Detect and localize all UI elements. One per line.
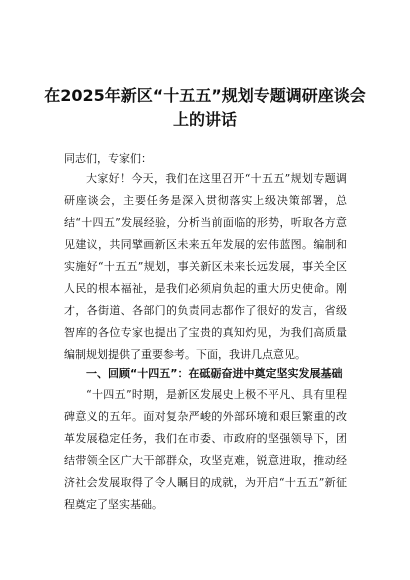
document-title: 在2025年新区“十五五”规划专题调研座谈会上的讲话 bbox=[44, 86, 366, 129]
body-paragraph-1: 大家好！今天，我们在这里召开“十五五”规划专题调研座谈会，主要任务是深入贯彻落实上级决策部署，总结“十四五”发展经验，分析当前面临的形势，听取各方意见建议，共同擘画新区未来五年发展的宏伟蓝图。编制和实施好“十五五”规划，事关新区未来长远发展，事关全区人民的根本福祉，是我们必须肩负起的重大历史使命。刚才，各街道、各部门的负责同志都作了很好的发言，省级智库的各位专家也提出了宝贵的真知灼见，为我们高质量编制规划提供了重要参考。下面，我讲几点意见。 bbox=[64, 172, 347, 361]
body-paragraph-2: “十四五”时期，是新区发展史上极不平凡、具有里程碑意义的五年。面对复杂严峻的外部环境和艰巨繁重的改革发展稳定任务，我们在市委、市政府的坚强领导下，团结带领全区广大干部群众，攻坚克难，锐意进取，推动经济社会发展取得了令人瞩目的成就，为开启“十五五”新征程奠定了坚实基础。 bbox=[64, 388, 347, 511]
greeting: 同志们，专家们： bbox=[64, 152, 152, 165]
section-heading-number: 一、回顾“十四五”： bbox=[86, 367, 189, 380]
section-heading-1 bbox=[64, 366, 347, 382]
section-heading-text: 在砥砺奋进中奠定坚实发展基础 bbox=[188, 367, 343, 380]
